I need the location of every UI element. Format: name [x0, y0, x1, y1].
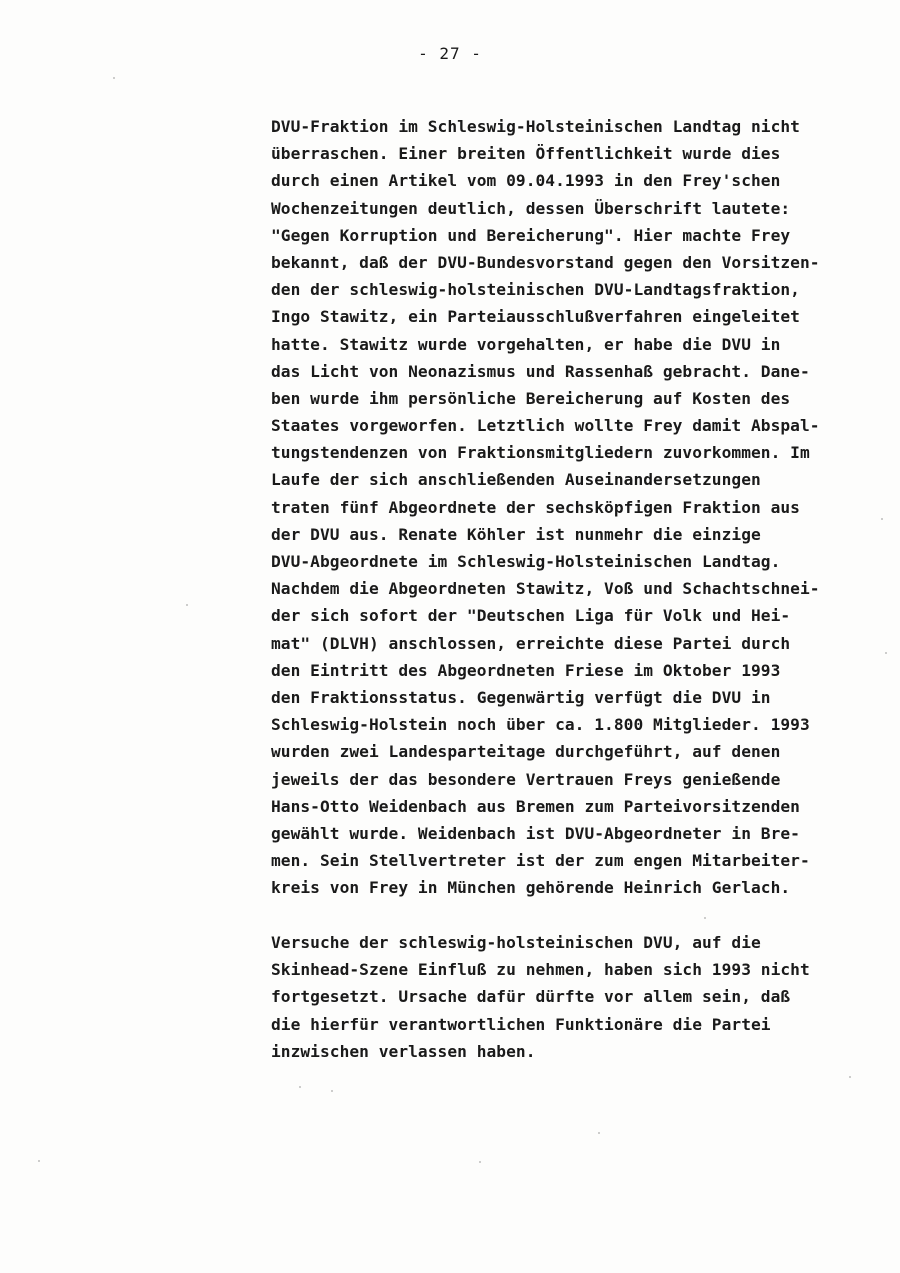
- scan-speck: [479, 1161, 481, 1163]
- text-line: jeweils der das besondere Vertrauen Freys genießende: [271, 769, 781, 789]
- text-line: den Fraktionsstatus. Gegenwärtig verfügt die DVU in: [271, 687, 771, 707]
- text-line: mat" (DLVH) anschlossen, erreichte diese Partei durch: [271, 633, 791, 653]
- text-line: men. Sein Stellvertreter ist der zum engen Mitarbeiter-: [271, 851, 810, 871]
- text-line: wurden zwei Landesparteitage durchgeführt, auf denen: [271, 742, 781, 762]
- text-line: der sich sofort der "Deutschen Liga für Volk und Hei-: [271, 606, 791, 626]
- text-line: die hierfür verantwortlichen Funktionäre die Partei: [271, 1014, 771, 1034]
- text-line: Nachdem die Abgeordneten Stawitz, Voß und Schachtschnei-: [271, 579, 820, 599]
- text-line: fortgesetzt. Ursache dafür dürfte vor allem sein, daß: [271, 987, 791, 1007]
- scan-speck: [598, 1132, 600, 1134]
- text-line: Laufe der sich anschließenden Auseinandersetzungen: [271, 470, 761, 490]
- text-line: durch einen Artikel vom 09.04.1993 in den Frey'schen: [271, 171, 781, 191]
- text-line: traten fünf Abgeordnete der sechsköpfigen Fraktion aus: [271, 497, 800, 517]
- text-line: tungstendenzen von Fraktionsmitgliedern zuvorkommen. Im: [271, 443, 810, 463]
- text-line: kreis von Frey in München gehörende Heinrich Gerlach.: [271, 878, 791, 898]
- text-line: Skinhead-Szene Einfluß zu nehmen, haben sich 1993 nicht: [271, 960, 810, 980]
- text-line: Hans-Otto Weidenbach aus Bremen zum Parteivorsitzenden: [271, 796, 800, 816]
- text-line: Schleswig-Holstein noch über ca. 1.800 Mitglieder. 1993: [271, 715, 810, 735]
- text-line: Staates vorgeworfen. Letztlich wollte Frey damit Abspal-: [271, 416, 820, 436]
- text-line: "Gegen Korruption und Bereicherung". Hier machte Frey: [271, 225, 791, 245]
- text-line: DVU-Abgeordnete im Schleswig-Holsteinischen Landtag.: [271, 552, 781, 571]
- text-line: Wochenzeitungen deutlich, dessen Überschrift lautete:: [271, 198, 791, 218]
- text-line: Versuche der schleswig-holsteinischen DVU, auf die: [271, 933, 761, 952]
- page-number: - 27 -: [418, 44, 482, 63]
- scan-speck: [849, 1076, 851, 1078]
- text-line: überraschen. Einer breiten Öffentlichkeit wurde dies: [271, 144, 781, 164]
- text-line: den Eintritt des Abgeordneten Friese im Oktober 1993: [271, 660, 781, 680]
- scan-speck: [885, 652, 887, 654]
- scan-speck: [704, 917, 706, 919]
- scan-speck: [113, 77, 115, 79]
- scan-speck: [331, 1090, 333, 1092]
- scan-speck: [881, 518, 883, 520]
- text-line: bekannt, daß der DVU-Bundesvorstand gegen den Vorsitzen-: [271, 252, 820, 272]
- text-line: den der schleswig-holsteinischen DVU-Landtagsfraktion,: [271, 280, 800, 300]
- text-line: ben wurde ihm persönliche Bereicherung auf Kosten des: [271, 388, 791, 408]
- text-line: hatte. Stawitz wurde vorgehalten, er habe die DVU in: [271, 334, 781, 354]
- text-line: das Licht von Neonazismus und Rassenhaß gebracht. Dane-: [271, 361, 810, 381]
- text-line: inzwischen verlassen haben.: [271, 1041, 536, 1061]
- text-line: der DVU aus. Renate Köhler ist nunmehr die einzige: [271, 524, 761, 544]
- scan-speck: [186, 604, 188, 606]
- paragraph-1: [271, 113, 881, 901]
- scan-speck: [299, 1086, 301, 1088]
- text-line: gewählt wurde. Weidenbach ist DVU-Abgeordneter in Bre-: [271, 823, 800, 843]
- text-line: DVU-Fraktion im Schleswig-Holsteinischen Landtag nicht: [271, 117, 800, 136]
- text-line: Ingo Stawitz, ein Parteiausschlußverfahren eingeleitet: [271, 307, 800, 327]
- scan-speck: [38, 1160, 40, 1162]
- paragraph-2: [271, 929, 881, 1065]
